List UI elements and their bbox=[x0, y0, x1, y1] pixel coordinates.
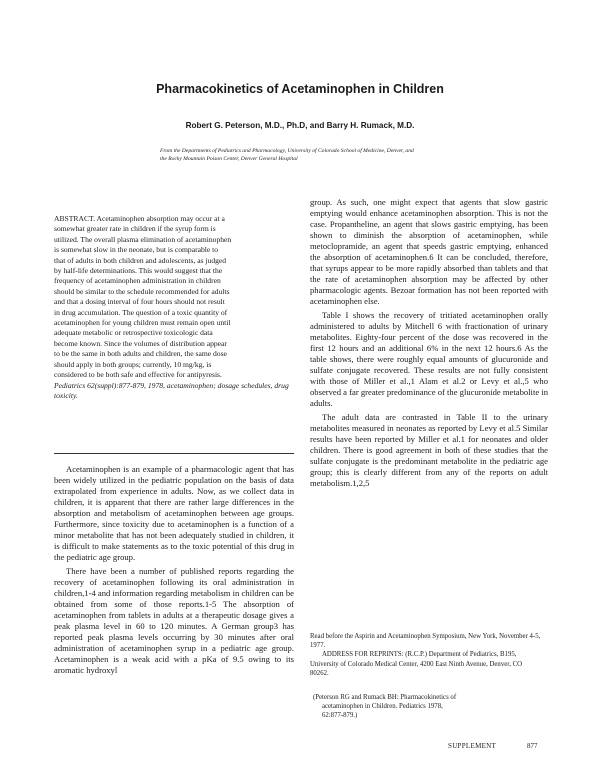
abstract-line: ABSTRACT. Acetaminophen absorption may occur at a bbox=[54, 214, 225, 223]
affiliation-line-2: the Rocky Mountain Poison Center, Denver General Hospital bbox=[160, 156, 298, 162]
body-paragraph: There have been a number of published reports regarding the recovery of acetaminophen following its oral administration in children,1-4 and information regarding metabolism in children can be obtained from some of those reports.1-5 The absorption of acetaminophen from tablets in adults at a therapeutic dosage gives a peak plasma level in 60 to 120 minutes. A German group3 has reported peak plasma levels occurring by 30 minutes after oral administration of acetaminophen syrup in a pediatric age group. Acetaminophen is a weak acid with a pKa of 9.5 owing to its aromatic hydroxyl bbox=[54, 566, 294, 675]
abstract-line: utilized. The overall plasma elimination of acetaminophen bbox=[54, 234, 232, 244]
article-authors: Robert G. Peterson, M.D., Ph.D, and Barry H. Rumack, M.D. bbox=[185, 121, 415, 130]
abstract bbox=[54, 214, 294, 401]
abstract-line: considered to be both safe and effective for antipyresis. bbox=[54, 370, 222, 380]
abstract-line: somewhat greater rate in children if the syrup form is bbox=[54, 224, 216, 234]
body-paragraph: group. As such, one might expect that agents that slow gastric emptying would enhance acetaminophen absorption. This is not the case. Propantheline, an agent that slows gastric emptying, has been shown to diminish the absorption of acetaminophen, while metoclopramide, an agent that speeds gastric emptying, enhanced the absorption of acetaminophen.6 It can be concluded, therefore, that syrups appear to be more rapidly absorbed than tablets and that the rate of acetaminophen absorption may be affected by other pharmacologic agents. Bezoar formation has not been reported with acetaminophen else. bbox=[310, 197, 548, 306]
affiliation-line-1: From the Departments of Pediatrics and Pharmacology, University of Colorado School of Medicine, Denver, and bbox=[160, 148, 414, 154]
abstract-line: is somewhat slow in the neonate, but is comparable to bbox=[54, 245, 219, 255]
affiliation bbox=[160, 147, 540, 163]
page-number: 877 bbox=[527, 742, 538, 750]
abstract-citation: Pediatrics 62(suppl):877-879, 1978, acetaminophen; dosage schedules, drug toxicity. bbox=[54, 380, 289, 400]
abstract-line: should apply in both groups; currently, 10 mg/kg, is bbox=[54, 359, 212, 369]
citation-line: 62:877-879.) bbox=[322, 712, 358, 720]
abstract-divider bbox=[54, 453, 294, 454]
abstract-line: and that a dosing interval of four hours should not result bbox=[54, 297, 225, 307]
footnote-reprints: ADDRESS FOR REPRINTS: (R.C.P.) Department of Pediatrics, B195, University of Colorado Medical Center, 4200 East Ninth Avenue, Denver, CO 80262. bbox=[310, 651, 523, 677]
abstract-line: frequency of acetaminophen administration in children bbox=[54, 276, 221, 286]
citation-box bbox=[313, 693, 533, 721]
abstract-line: become known. Since the volumes of distribution appear bbox=[54, 338, 227, 348]
citation-line: (Peterson RG and Rumack BH: Pharmacokinetics of bbox=[313, 694, 457, 701]
abstract-line: by half-life determinations. This would suggest that the bbox=[54, 266, 223, 276]
abstract-line: should be similar to the schedule recommended for adults bbox=[54, 286, 230, 296]
footnote-read-before: Read before the Aspirin and Acetaminophen Symposium, New York, November 4-5, 1977. bbox=[310, 633, 541, 650]
abstract-line: in drug accumulation. The question of a toxic quantity of bbox=[54, 307, 228, 317]
citation-line: acetaminophen in Children. Pediatrics 1978, bbox=[322, 703, 443, 711]
left-column bbox=[54, 464, 294, 676]
footnotes bbox=[310, 632, 542, 678]
body-paragraph: The adult data are contrasted in Table II to the urinary metabolites measured in neonates as reported by Levy et al.5 Similar results have been reported by Miller et al.1 for neonates and older children. There is good agreement in both of these studies that the sulfate conjugate is the predominant metabolite in the pediatric age group; this is clearly different from any of the reports on adult metabolism.1,2,5 bbox=[310, 412, 548, 488]
abstract-line: acetaminophen for young children must remain open until bbox=[54, 318, 231, 328]
abstract-line: to be the same in both adults and children, the same dose bbox=[54, 349, 227, 359]
abstract-line: that of adults in both children and adolescents, as judged bbox=[54, 255, 227, 265]
footer-label: SUPPLEMENT bbox=[448, 742, 497, 750]
body-paragraph: Table I shows the recovery of tritiated acetaminophen orally administered to adults by Mitchell 6 with fractionation of urinary metabolites. Eighty-four percent of the dose was recovered in the first 12 hours and an additional 6% in the next 12 hours.6 As the table shows, there were roughly equal amounts of glucuronide and sulfate conjugate recovered. These results are not fully consistent with those of Miller et al.,1 Alam et al.2 or Levy et al.,5 who observed a far greater predominance of the glucuronide metabolite in adults. bbox=[310, 310, 548, 408]
abstract-line: adequate metabolic or retrospective toxicologic data bbox=[54, 328, 213, 338]
right-column bbox=[310, 197, 548, 489]
article-title: Pharmacokinetics of Acetaminophen in Children bbox=[156, 82, 444, 96]
body-paragraph: Acetaminophen is an example of a pharmacologic agent that has been widely utilized in the pediatric population on the basis of data extrapolated from experience in adults. Now, as we collect data in children, it is apparent that there are rather large differences in the absorption and metabolism of acetaminophen between age groups. Furthermore, since toxicity due to acetaminophen is a function of a minor metabolite that has not been adequately studied in children, it is difficult to make statements as to the toxic potential of this drug in the pediatric age group. bbox=[54, 464, 294, 562]
